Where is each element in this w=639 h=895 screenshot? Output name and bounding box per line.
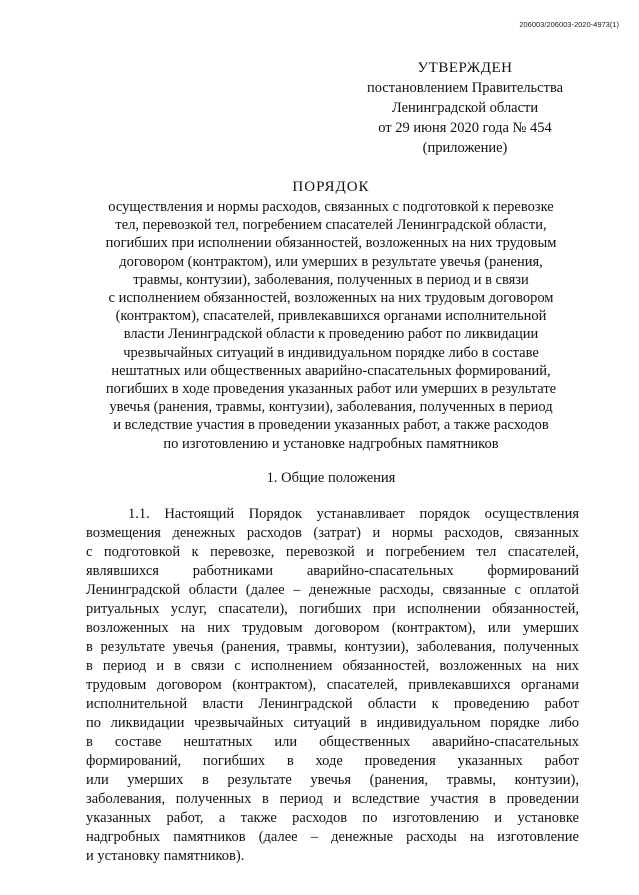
subtitle-line: травмы, контузии), заболевания, полученных в период и в связи — [133, 271, 529, 288]
paragraph-line: с подготовкой к перевозке, перевозкой и погребением тел спасателей, — [86, 544, 579, 560]
paragraph-line: в период и в связи с исполнением обязанностей, возложенных на них — [86, 658, 579, 674]
paragraph-line: по ликвидации чрезвычайных ситуаций в индивидуальном порядке либо — [86, 715, 579, 731]
document-id: 206003/206003-2020-4973(1) — [519, 20, 619, 29]
subtitle-line: (контрактом), спасателей, привлекавшихся органами исполнительной — [115, 308, 547, 325]
subtitle-line: нештатных или общественных аварийно-спасательных формирований, — [111, 362, 551, 379]
paragraph-line: ритуальных услуг, спасатели), погибших при исполнении обязанностей, — [86, 601, 579, 617]
paragraph-line: 1.1. Настоящий Порядок устанавливает порядок осуществления — [128, 506, 579, 522]
paragraph-line: в результате увечья (ранения, травмы, контузии), заболевания, полученных — [86, 639, 579, 655]
approval-line: Ленинградской области — [391, 100, 539, 116]
approval-block — [355, 58, 575, 158]
paragraph-line: надгробных памятников (далее – денежные расходы на изготовление — [86, 829, 579, 845]
approval-title: УТВЕРЖДЕН — [417, 60, 513, 76]
subtitle-line: погибших при исполнении обязанностей, возложенных на них трудовым — [105, 235, 557, 252]
subtitle-line: и вследствие участия в проведении указанных работ, а также расходов — [113, 417, 549, 434]
subtitle-line: чрезвычайных ситуаций в индивидуальном порядке либо в составе — [123, 344, 539, 361]
subtitle-line: власти Ленинградской области к проведению работ по ликвидации — [123, 326, 539, 343]
approval-line: (приложение) — [422, 140, 508, 156]
paragraph-line: указанных работ, а также расходов по изготовлению и установке — [86, 810, 579, 826]
section-title: 1. Общие положения — [266, 470, 396, 486]
document-title-block — [62, 176, 600, 453]
paragraph-line: исполнительной власти Ленинградской области к проведению работ — [86, 696, 579, 712]
paragraph-line: в составе нештатных или общественных аварийно-спасательных — [86, 734, 579, 750]
subtitle-line: с исполнением обязанностей, возложенных на них трудовым договором — [108, 290, 554, 307]
subtitle-line: по изготовлению и установке надгробных памятников — [163, 435, 499, 452]
paragraph-line: заболевания, полученных в период и вследствие участия в проведении — [86, 791, 579, 807]
paragraph-line: трудовым договором (контрактом), спасателей, привлекавшихся органами — [86, 677, 579, 693]
subtitle-line: увечья (ранения, травмы, контузии), заболевания, полученных в период — [109, 399, 553, 416]
approval-line: постановлением Правительства — [366, 80, 564, 96]
subtitle-line: тел, перевозкой тел, погребением спасателей Ленинградской области, — [115, 217, 547, 234]
paragraph-line: формирований, погибших в ходе проведения указанных работ — [86, 753, 579, 769]
paragraph-line: являвшихся работниками аварийно-спасательных формирований — [86, 563, 579, 579]
document-heading: ПОРЯДОК — [292, 179, 370, 195]
document-subtitle — [62, 198, 600, 453]
paragraph-line: возмещения денежных расходов (затрат) и нормы расходов, связанных — [86, 525, 579, 541]
paragraph-line: или умерших в результате увечья (ранения, травмы, контузии), — [86, 772, 579, 788]
subtitle-line: договором (контрактом), или умерших в результате увечья (ранения, — [119, 253, 543, 270]
paragraph-line: возложенных на них трудовым договором (контрактом), или умерших — [86, 620, 579, 636]
subtitle-line: осуществления и нормы расходов, связанных с подготовкой к перевозке — [108, 199, 554, 215]
approval-line: от 29 июня 2020 года № 454 — [378, 120, 552, 136]
paragraph-1-1 — [86, 505, 579, 866]
subtitle-line: погибших в ходе проведения указанных работ или умерших в результате — [105, 381, 557, 398]
paragraph-line: Ленинградской области (далее – денежные расходы, связанные с оплатой — [86, 582, 579, 598]
paragraph-line: и установку памятников). — [86, 848, 245, 864]
